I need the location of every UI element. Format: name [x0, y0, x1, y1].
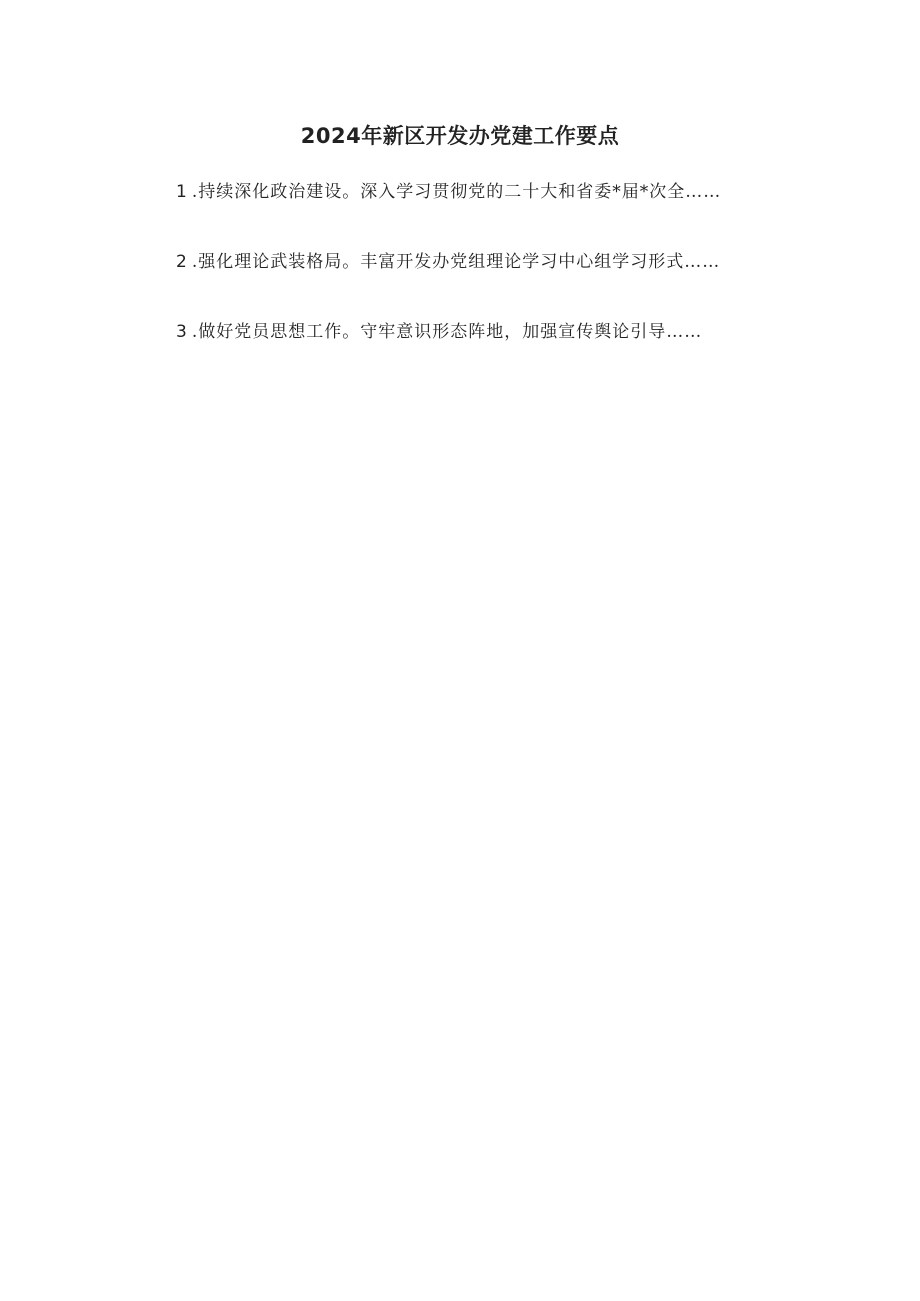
paragraph-number: 1: [176, 182, 188, 202]
paragraph-text: .持续深化政治建设。深入学习贯彻党的二十大和省委*届*次全……: [191, 182, 722, 202]
paragraph-number: 2: [176, 252, 188, 272]
document-title: 2024年新区开发办党建工作要点: [300, 124, 620, 148]
paragraph-text: .强化理论武装格局。丰富开发办党组理论学习中心组学习形式……: [191, 252, 721, 272]
paragraph-text: .做好党员思想工作。守牢意识形态阵地，加强宣传舆论引导……: [191, 322, 703, 342]
paragraph-3: [140, 308, 780, 356]
paragraph-number: 3: [176, 322, 188, 342]
paragraph-2: [140, 238, 780, 286]
paragraph-1: [140, 168, 780, 216]
document-body: [140, 168, 780, 378]
